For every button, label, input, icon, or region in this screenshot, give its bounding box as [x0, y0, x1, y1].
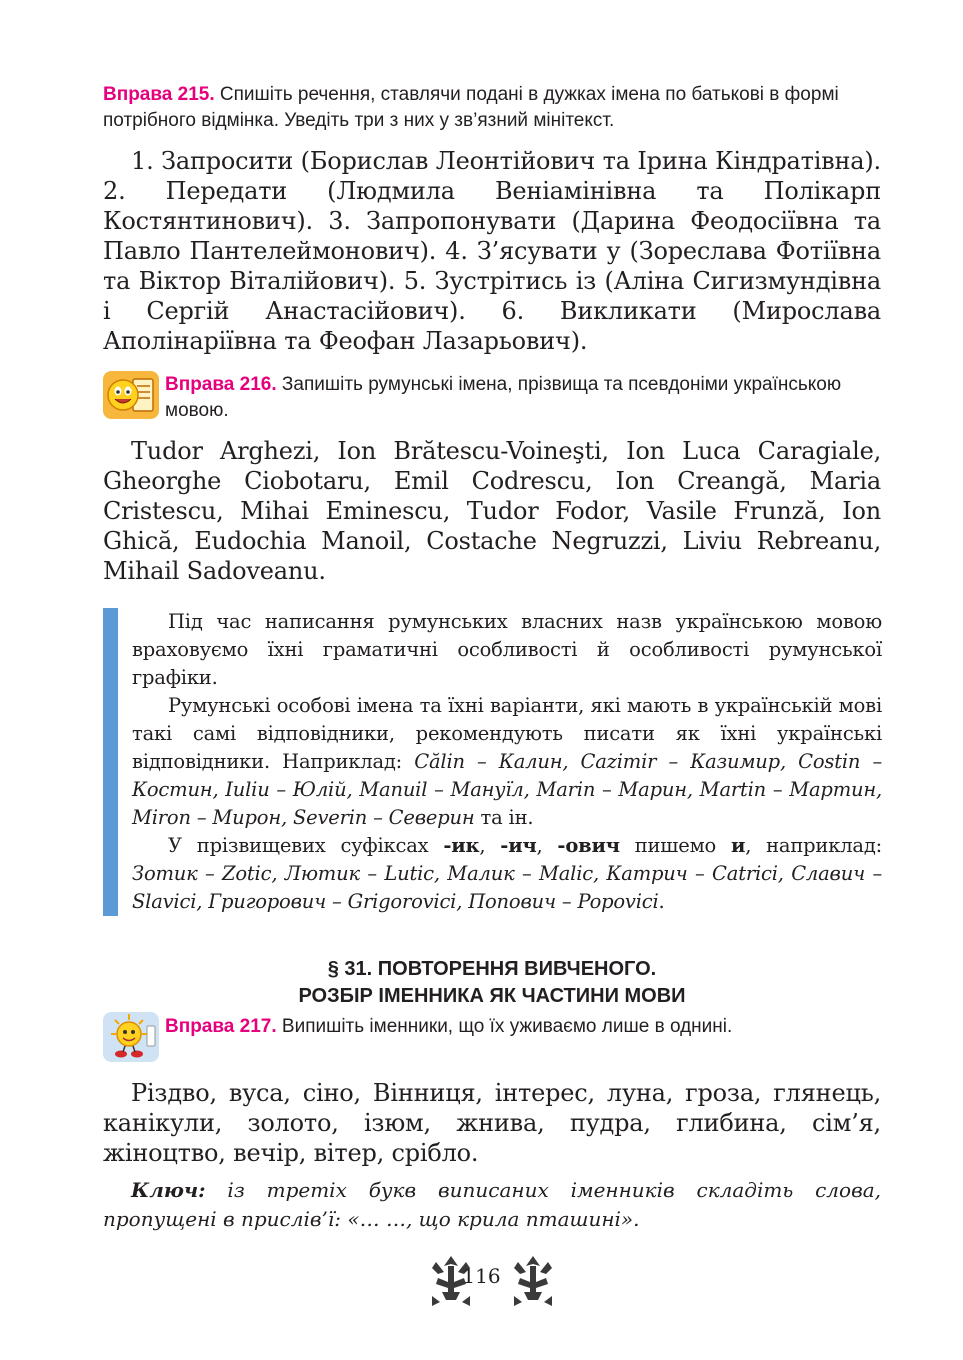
suffix-ik: -ик — [443, 834, 480, 857]
exercise-216-text-block — [103, 436, 881, 586]
period: . — [658, 890, 665, 913]
rule-paragraph-3-after: , наприклад: — [745, 834, 882, 857]
page-number: 116 — [462, 1264, 501, 1288]
exercise-217-number: Вправа 217. — [165, 1016, 277, 1037]
exercise-215-text-block — [103, 146, 881, 356]
exercise-215-heading — [103, 82, 883, 134]
suffix-ych: -ич — [500, 834, 537, 857]
rule-paragraph-2-tail: та ін. — [474, 806, 534, 829]
rule-paragraph-3-examples: Зотик – Zotic, Лютик – Lutic, Малик – Malic, Катрич – Catrici, Славич – Slavici, Григорович – Grigorovici, Попович – Popovici — [132, 862, 882, 913]
key-text: із третіх букв виписаних іменників складіть слова, пропущені в прислів’ї: «… …, що крила пташині». — [103, 1178, 881, 1231]
suffix-ovych: -ович — [557, 834, 620, 857]
rule-bar — [103, 608, 118, 916]
rule-paragraph-1: Під час написання румунських власних назв українською мовою враховуємо їхні граматичні особливості й особливості румунської графіки. — [132, 610, 882, 689]
exercise-217-instruction: Випишіть іменники, що їх уживаємо лише в однині. — [276, 1016, 733, 1037]
rule-text — [132, 608, 882, 916]
exercise-216-text: Tudor Arghezi, Ion Brătescu-Voineşti, Ion Luca Caragiale, Gheorghe Ciobotaru, Emil Codrescu, Ion Creangă, Maria Cristescu, Mihai Eminescu, Tudor Fodor, Vasile Frunză, Ion Ghică, Eudochia Manoil, Costache Negruzzi, Liviu Rebreanu, Mihail Sadoveanu. — [103, 437, 881, 585]
exercise-216-heading — [165, 372, 881, 424]
letter-y: и — [730, 834, 746, 857]
section-title-line-2: РОЗБІР ІМЕННИКА ЯК ЧАСТИНИ МОВИ — [298, 985, 686, 1007]
folk-ornament-icon — [510, 1252, 556, 1313]
rule-paragraph-3-mid: пишемо — [619, 834, 731, 857]
exercise-217-text-block — [103, 1078, 881, 1168]
exercise-217-text: Різдво, вуса, сіно, Вінниця, інтерес, луна, гроза, глянець, канікули, золото, ізюм, жнива, пудра, глибина, сім’я, жіноцтво, вечір, вітер, срібло. — [103, 1079, 881, 1167]
exercise-215-text: 1. Запросити (Борислав Леонтійович та Ірина Кіндратівна). 2. Передати (Людмила Веніамінівна та Полікарп Костянтинович). 3. Запропонувати (Дарина Феодосіївна та Павло Пантелеймонович). 4. З’ясувати у (Зореслава Фотіївна та Віктор Віталійович). 5. Зустрітись із (Аліна Сигизмундівна і Сергій Анастасійович). 6. Викликати (Мирослава Аполінаріївна та Феофан Лазарьович). — [103, 147, 881, 355]
rule-paragraph-3 — [132, 832, 882, 916]
exercise-216-number: Вправа 216. — [165, 374, 277, 395]
section-title — [103, 956, 881, 1010]
separator: , — [536, 834, 558, 857]
exercise-217-key — [103, 1176, 881, 1234]
key-label: Ключ: — [131, 1178, 206, 1202]
sun-character-icon — [103, 1012, 159, 1062]
separator: , — [479, 834, 501, 857]
exercise-215-number: Вправа 215. — [103, 84, 215, 105]
section-title-line-1: § 31. ПОВТОРЕННЯ ВИВЧЕНОГО. — [327, 958, 657, 980]
smiley-book-icon — [103, 371, 159, 419]
rule-paragraph-2-lead: Румунські особові імена та їхні варіанти, які мають в українській мові такі самі відповідники, рекомендують писати як їхні українські відповідники. Наприклад: — [132, 694, 882, 773]
exercise-216-instruction: Запишіть румунські імена, прізвища та псевдоніми українською мовою. — [165, 374, 842, 421]
rule-paragraph-3-lead: У прізвищевих суфіксах — [168, 834, 444, 857]
rule-box — [103, 608, 881, 916]
exercise-217-heading — [165, 1014, 881, 1040]
exercise-215-instruction: Спишіть речення, ставлячи подані в дужках імена по батькові в формі потрібного відмінка. Уведіть три з них у зв’язний мінітекст. — [103, 84, 839, 131]
rule-paragraph-2-examples: Călin – Калин, Cazimir – Казимир, Costin – Костин, Iuliu – Юлій, Manuil – Мануїл, Marin – Марин, Martin – Мартин, Miron – Мирон, Severin – Северин — [132, 750, 882, 829]
rule-paragraph-2 — [132, 692, 882, 832]
